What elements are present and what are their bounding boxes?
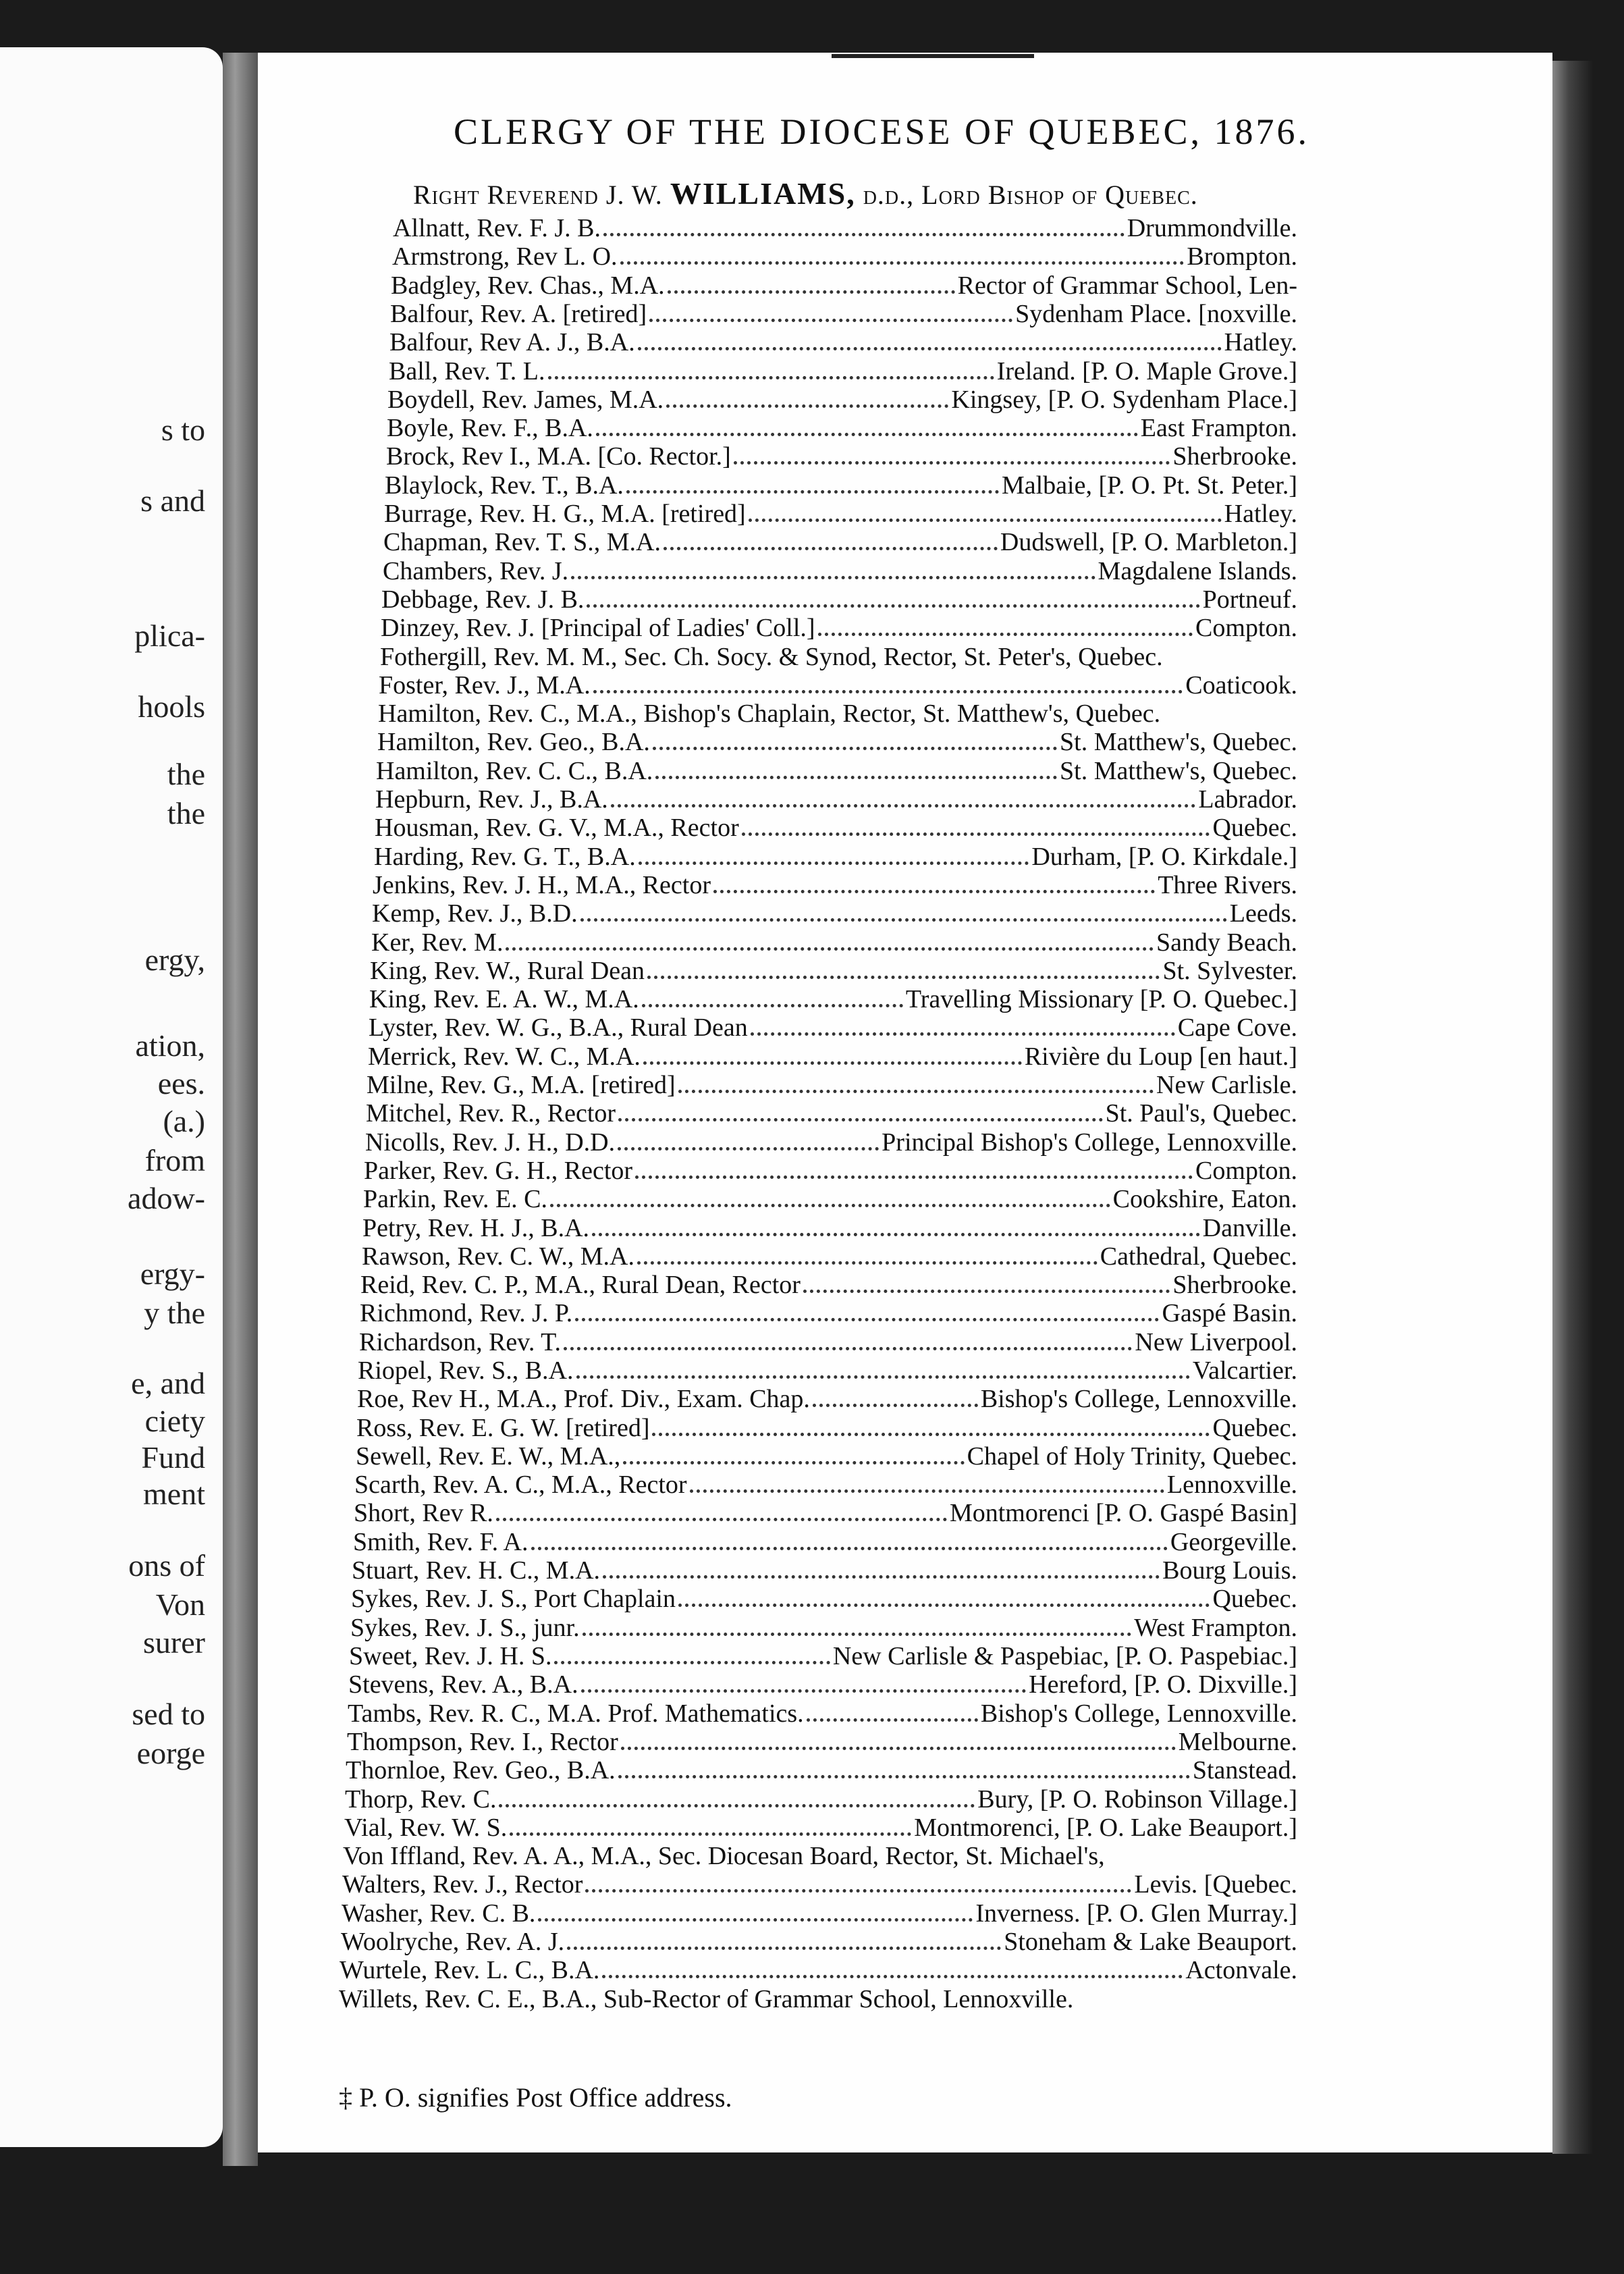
dot-leader	[618, 1147, 879, 1151]
dot-leader	[585, 1889, 1131, 1893]
dot-leader	[638, 347, 1222, 350]
clergy-place: Cathedral, Quebec.	[1100, 1242, 1297, 1271]
clergy-place: Levis. [Quebec.	[1134, 1870, 1297, 1899]
dot-leader	[554, 1661, 830, 1664]
dot-leader	[666, 404, 948, 408]
dot-leader	[575, 1318, 1159, 1321]
clergy-entry	[354, 1498, 1297, 1528]
clergy-entry	[369, 1013, 1297, 1042]
clergy-place: Dudswell, [P. O. Marbleton.]	[1000, 528, 1297, 556]
dot-leader	[618, 1775, 1190, 1778]
clergy-entry	[344, 1813, 1297, 1843]
clergy-entry	[368, 1042, 1297, 1072]
dot-leader	[531, 1547, 1168, 1550]
clergy-name: Richardson, Rev. T.	[359, 1328, 562, 1356]
dot-leader	[643, 1061, 1022, 1065]
clergy-place: New Liverpool.	[1135, 1328, 1297, 1356]
clergy-place: West Frampton.	[1134, 1614, 1297, 1642]
clergy-entry	[376, 756, 1297, 786]
dot-leader	[506, 947, 1154, 951]
clergy-name: Ross, Rev. E. G. W. [retired]	[356, 1414, 650, 1442]
left-page-text: adow-	[128, 1181, 205, 1215]
dot-leader	[642, 1004, 903, 1007]
left-page-text: Fund	[141, 1440, 205, 1475]
page-edge	[1552, 61, 1593, 2154]
clergy-place: Kingsey, [P. O. Sydenham Place.]	[951, 386, 1297, 414]
clergy-name: Wurtele, Rev. L. C., B.A.	[340, 1956, 600, 1984]
clergy-name: Ker, Rev. M.	[371, 928, 504, 957]
clergy-name: Walters, Rev. J., Rector	[342, 1870, 583, 1899]
clergy-name: Merrick, Rev. W. C., M.A.	[368, 1042, 641, 1071]
clergy-entry	[378, 699, 1160, 729]
dot-leader	[647, 976, 1160, 979]
clergy-entry	[345, 1784, 1297, 1814]
clergy-place: Quebec.	[1212, 1414, 1297, 1442]
clergy-place: Brompton.	[1187, 242, 1297, 271]
clergy-name: Nicolls, Rev. J. H., D.D.	[365, 1128, 616, 1157]
clergy-place: Three Rivers.	[1158, 871, 1297, 899]
clergy-entry	[358, 1356, 1297, 1385]
clergy-place: Hereford, [P. O. Dixville.]	[1029, 1670, 1297, 1699]
clergy-name: Thornloe, Rev. Geo., B.A.	[346, 1756, 616, 1784]
clergy-place: Quebec.	[1212, 814, 1297, 842]
clergy-entry	[354, 1470, 1297, 1500]
clergy-place: Labrador.	[1198, 785, 1297, 814]
clergy-place: Danville.	[1202, 1214, 1297, 1242]
bishop-name: WILLIAMS,	[670, 176, 856, 211]
left-page-text: e, and	[131, 1366, 205, 1400]
clergy-entry	[367, 1070, 1297, 1100]
clergy-entry	[347, 1727, 1297, 1757]
left-page-text: ergy,	[144, 943, 205, 977]
dot-leader	[818, 633, 1193, 636]
clergy-name: Von Iffland, Rev. A. A., M.A., Sec. Diocesan Board, Rector, St. Michael's,	[343, 1842, 1105, 1870]
dot-leader	[564, 1347, 1132, 1350]
clergy-name: Sewell, Rev. E. W., M.A.,	[356, 1442, 621, 1471]
clergy-name: Stevens, Rev. A., B.A.	[348, 1670, 578, 1699]
dot-leader	[499, 1804, 975, 1807]
clergy-name: Foster, Rev. J., M.A.	[379, 671, 591, 699]
clergy-entry	[341, 1927, 1297, 1957]
dot-leader	[576, 1375, 1190, 1379]
clergy-entry	[360, 1270, 1297, 1300]
dot-leader	[713, 890, 1155, 893]
clergy-entry	[343, 1841, 1105, 1871]
dot-leader	[655, 776, 1057, 779]
clergy-place: Hatley.	[1224, 500, 1297, 528]
dot-leader	[639, 862, 1029, 865]
clergy-name: Chapman, Rev. T. S., M.A.	[383, 528, 661, 556]
dot-leader	[678, 1604, 1210, 1607]
clergy-entry	[393, 213, 1297, 243]
clergy-name: Balfour, Rev A. J., B.A.	[389, 328, 635, 356]
left-page-text: the	[167, 796, 205, 830]
clergy-name: Hamilton, Rev. C. C., B.A.	[376, 757, 653, 785]
clergy-entry	[385, 471, 1297, 500]
clergy-place: Compton.	[1195, 1157, 1297, 1185]
clergy-name: Ball, Rev. T. L.	[389, 357, 545, 386]
clergy-name: Sykes, Rev. J. S., junr.	[350, 1614, 580, 1642]
clergy-place: Georgeville.	[1170, 1528, 1297, 1556]
clergy-name: Armstrong, Rev L. O.	[392, 242, 618, 271]
clergy-entry	[349, 1641, 1297, 1671]
dot-leader	[678, 1090, 1154, 1093]
dot-leader	[567, 1947, 1001, 1950]
clergy-name: Dinzey, Rev. J. [Principal of Ladies' Coll.]	[381, 614, 815, 642]
dot-leader	[580, 918, 1227, 922]
clergy-place: Stanstead.	[1192, 1756, 1297, 1784]
left-page-text: plica-	[134, 618, 205, 653]
clergy-name: Reid, Rev. C. P., M.A., Rural Dean, Rector	[360, 1271, 801, 1299]
clergy-place: East Frampton.	[1140, 414, 1297, 442]
clergy-entry	[360, 1298, 1297, 1328]
clergy-entry	[357, 1384, 1297, 1414]
dot-leader	[550, 1204, 1110, 1207]
clergy-name: Badgley, Rev. Chas., M.A.	[391, 271, 665, 300]
clergy-place: St. Matthew's, Quebec.	[1060, 757, 1297, 785]
clergy-name: Smith, Rev. F. A.	[353, 1528, 529, 1556]
left-page-text: (a.)	[163, 1104, 205, 1138]
dot-leader	[618, 1118, 1102, 1121]
dot-leader	[602, 1975, 1183, 1978]
clergy-place: Bishop's College, Lennoxville.	[980, 1385, 1297, 1413]
dot-leader	[587, 604, 1199, 608]
clergy-name: Sykes, Rev. J. S., Port Chaplain	[351, 1585, 676, 1613]
dot-leader	[603, 233, 1125, 236]
dot-leader	[734, 461, 1170, 465]
clergy-name: Lyster, Rev. W. G., B.A., Rural Dean	[369, 1013, 748, 1042]
clergy-entry	[375, 785, 1297, 814]
dot-leader	[690, 1489, 1164, 1493]
clergy-place: Lennoxville.	[1166, 1471, 1297, 1499]
dot-leader	[751, 1032, 1175, 1036]
dot-leader	[548, 376, 994, 379]
clergy-entry	[352, 1556, 1297, 1585]
dot-leader	[496, 1518, 947, 1521]
page-title: CLERGY OF THE DIOCESE OF QUEBEC, 1876.	[454, 111, 1310, 152]
clergy-place: Rector of Grammar School, Len-	[957, 271, 1297, 300]
dot-leader	[653, 747, 1057, 750]
clergy-place: Durham, [P. O. Kirkdale.]	[1031, 843, 1297, 871]
clergy-name: Stuart, Rev. H. C., M.A.	[352, 1556, 601, 1585]
left-page-text: ation,	[135, 1028, 205, 1063]
clergy-place: Ireland. [P. O. Maple Grove.]	[996, 357, 1297, 386]
clergy-name: Woolryche, Rev. A. J.	[341, 1928, 565, 1956]
dot-leader	[626, 490, 999, 494]
document-page	[258, 53, 1552, 2152]
dot-leader	[664, 547, 998, 550]
clergy-place: Actonvale.	[1185, 1956, 1297, 1984]
dot-leader	[592, 1233, 1200, 1236]
dot-leader	[742, 832, 1210, 836]
clergy-entry	[383, 556, 1297, 586]
clergy-place: St. Matthew's, Quebec.	[1060, 728, 1297, 756]
clergy-name: Kemp, Rev. J., B.D.	[372, 899, 578, 928]
left-page-fragment	[0, 47, 223, 2147]
clergy-entry	[364, 1156, 1297, 1186]
clergy-entry	[366, 1099, 1297, 1128]
clergy-place: St. Paul's, Quebec.	[1105, 1099, 1297, 1128]
clergy-name: Willets, Rev. C. E., B.A., Sub-Rector of Grammar School, Lennoxville.	[339, 1985, 1074, 2013]
left-page-text: ergy-	[140, 1257, 205, 1291]
clergy-entry	[375, 813, 1297, 843]
dot-leader	[571, 576, 1095, 579]
clergy-name: Harding, Rev. G. T., B.A.	[374, 843, 636, 871]
bishop-line	[413, 176, 1198, 211]
clergy-name: Hamilton, Rev. C., M.A., Bishop's Chaplain, Rector, St. Matthew's, Quebec.	[378, 699, 1161, 728]
left-page-text: the	[167, 757, 205, 791]
footnote: ‡ P. O. signifies Post Office address.	[339, 2082, 732, 2113]
clergy-name: King, Rev. W., Rural Dean	[370, 957, 645, 985]
clergy-entry	[377, 727, 1297, 757]
clergy-place: Sandy Beach.	[1156, 928, 1297, 957]
clergy-name: Allnatt, Rev. F. J. B.	[393, 214, 601, 242]
clergy-place: Principal Bishop's College, Lennoxville.	[882, 1128, 1297, 1157]
clergy-name: Mitchel, Rev. R., Rector	[366, 1099, 616, 1128]
clergy-name: Parker, Rev. G. H., Rector	[364, 1157, 633, 1185]
dot-leader	[603, 1575, 1160, 1579]
clergy-place: Compton.	[1195, 614, 1297, 642]
clergy-place: Coaticook.	[1185, 671, 1297, 699]
clergy-entry	[386, 442, 1297, 471]
clergy-entry	[384, 499, 1297, 529]
clergy-entry	[383, 527, 1297, 557]
clergy-name: Short, Rev R.	[354, 1499, 493, 1527]
clergy-entry	[339, 1984, 1073, 2014]
clergy-name: King, Rev. E. A. W., M.A.	[369, 985, 639, 1013]
clergy-name: Thompson, Rev. I., Rector	[347, 1728, 618, 1756]
clergy-place: St. Sylvester.	[1162, 957, 1297, 985]
clergy-name: Parkin, Rev. E. C.	[363, 1185, 548, 1213]
clergy-entry	[381, 613, 1297, 643]
clergy-name: Vial, Rev. W. S.	[344, 1814, 508, 1842]
clergy-place: Gaspé Basin.	[1162, 1299, 1297, 1327]
clergy-place: Valcartier.	[1192, 1356, 1297, 1385]
dot-leader	[803, 1290, 1170, 1293]
clergy-entry	[365, 1128, 1297, 1157]
left-page-text: ons of	[128, 1548, 205, 1583]
dot-leader	[581, 1689, 1027, 1693]
left-page-text: sed to	[132, 1697, 205, 1731]
left-page-text: ees.	[157, 1066, 205, 1101]
clergy-place: Sherbrooke.	[1172, 1271, 1297, 1299]
clergy-name: Sweet, Rev. J. H. S.	[349, 1642, 552, 1670]
dot-leader	[593, 690, 1183, 693]
clergy-entry	[350, 1613, 1297, 1643]
clergy-place: Rivière du Loup [en haut.]	[1024, 1042, 1297, 1071]
clergy-entry	[348, 1699, 1297, 1728]
clergy-name: Roe, Rev H., M.A., Prof. Div., Exam. Chap.	[357, 1385, 810, 1413]
clergy-entry	[369, 984, 1297, 1014]
clergy-entry	[387, 385, 1297, 415]
clergy-place: Chapel of Holy Trinity, Quebec.	[967, 1442, 1297, 1471]
clergy-name: Petry, Rev. H. J., B.A.	[362, 1214, 590, 1242]
clergy-entry	[373, 870, 1297, 900]
clergy-entry	[362, 1242, 1297, 1271]
clergy-place: New Carlisle.	[1156, 1071, 1297, 1099]
dot-leader	[749, 519, 1222, 522]
clergy-place: Magdalene Islands.	[1098, 557, 1297, 585]
clergy-name: Burrage, Rev. H. G., M.A. [retired]	[384, 500, 746, 528]
dot-leader	[668, 290, 955, 294]
dot-leader	[583, 1633, 1132, 1636]
clergy-place: Stoneham & Lake Beauport.	[1004, 1928, 1297, 1956]
clergy-name: Washer, Rev. C. B.	[342, 1899, 536, 1928]
dot-leader	[611, 804, 1196, 808]
dot-leader	[635, 1175, 1193, 1179]
clergy-entry	[381, 585, 1297, 614]
clergy-name: Boyle, Rev. F., B.A.	[387, 414, 593, 442]
clergy-name: Hamilton, Rev. Geo., B.A.	[377, 728, 650, 756]
clergy-name: Hepburn, Rev. J., B.A.	[375, 785, 608, 814]
clergy-name: Thorp, Rev. C.	[345, 1785, 497, 1814]
dot-leader	[813, 1404, 978, 1407]
clergy-place: Portneuf.	[1202, 585, 1297, 614]
clergy-entry	[387, 413, 1297, 443]
left-page-text: eorge	[136, 1736, 205, 1770]
clergy-place: Quebec.	[1212, 1585, 1297, 1613]
left-page-text: y the	[144, 1296, 205, 1330]
clergy-name: Brock, Rev I., M.A. [Co. Rector.]	[386, 442, 731, 471]
dot-leader	[621, 1747, 1176, 1750]
clergy-name: Housman, Rev. G. V., M.A., Rector	[375, 814, 739, 842]
clergy-entry	[353, 1527, 1297, 1557]
clergy-name: Balfour, Rev. A. [retired]	[390, 300, 647, 328]
clergy-entry	[359, 1327, 1297, 1357]
title-rule	[832, 54, 1034, 58]
clergy-entry	[389, 327, 1297, 357]
clergy-entry	[340, 1955, 1297, 1985]
clergy-place: Leeds.	[1229, 899, 1297, 928]
clergy-entry	[371, 928, 1297, 957]
clergy-entry	[392, 242, 1297, 271]
clergy-name: Tambs, Rev. R. C., M.A. Prof. Mathematics.	[348, 1699, 804, 1728]
clergy-entry	[342, 1870, 1297, 1899]
clergy-name: Debbage, Rev. J. B.	[381, 585, 585, 614]
clergy-place: Melbourne.	[1178, 1728, 1297, 1756]
clergy-entry	[380, 642, 1163, 672]
left-page-text: surer	[143, 1625, 205, 1660]
clergy-entry	[346, 1755, 1297, 1785]
clergy-place: Sydenham Place. [noxville.	[1015, 300, 1297, 328]
clergy-entry	[370, 956, 1297, 986]
clergy-entry	[390, 299, 1297, 329]
bishop-suffix: d.d., Lord Bishop of Quebec.	[863, 180, 1198, 210]
clergy-name: Scarth, Rev. A. C., M.A., Rector	[354, 1471, 687, 1499]
left-page-text: ciety	[144, 1404, 205, 1438]
left-page-text: hools	[138, 689, 205, 724]
book-gutter	[223, 53, 258, 2166]
clergy-place: Cookshire, Eaton.	[1112, 1185, 1297, 1213]
dot-leader	[620, 261, 1185, 265]
clergy-place: Bourg Louis.	[1162, 1556, 1297, 1585]
clergy-name: Blaylock, Rev. T., B.A.	[385, 471, 624, 500]
clergy-place: Malbaie, [P. O. Pt. St. Peter.]	[1001, 471, 1297, 500]
clergy-entry	[391, 271, 1297, 300]
clergy-place: Hatley.	[1224, 328, 1297, 356]
clergy-place: New Carlisle & Paspebiac, [P. O. Paspebiac.]	[832, 1642, 1297, 1670]
clergy-name: Rawson, Rev. C. W., M.A.	[362, 1242, 634, 1271]
clergy-entry	[372, 899, 1297, 928]
left-page-text: Von	[155, 1587, 205, 1622]
dot-leader	[538, 1918, 973, 1922]
clergy-place: Bishop's College, Lennoxville.	[980, 1699, 1297, 1728]
clergy-name: Fothergill, Rev. M. M., Sec. Ch. Socy. & Synod, Rector, St. Peter's, Quebec.	[380, 643, 1163, 671]
clergy-place: Sherbrooke.	[1172, 442, 1297, 471]
clergy-name: Richmond, Rev. J. P.	[360, 1299, 573, 1327]
left-page-text: s and	[140, 483, 205, 518]
clergy-entry	[374, 842, 1297, 872]
clergy-name: Chambers, Rev. J.	[383, 557, 569, 585]
clergy-entry	[379, 670, 1297, 700]
clergy-entry	[351, 1584, 1297, 1614]
clergy-name: Boydell, Rev. James, M.A.	[387, 386, 664, 414]
clergy-name: Milne, Rev. G., M.A. [retired]	[367, 1071, 676, 1099]
dot-leader	[652, 1433, 1210, 1436]
clergy-place: Inverness. [P. O. Glen Murray.]	[975, 1899, 1297, 1928]
clergy-entry	[363, 1184, 1297, 1214]
dot-leader	[807, 1718, 978, 1722]
clergy-entry	[356, 1442, 1297, 1471]
clergy-place: Montmorenci [P. O. Gaspé Basin]	[949, 1499, 1297, 1527]
clergy-place: Cape Cove.	[1177, 1013, 1297, 1042]
clergy-entry	[356, 1413, 1297, 1443]
bishop-prefix: Right Reverend J. W.	[413, 180, 663, 210]
dot-leader	[649, 319, 1012, 322]
clergy-entry	[342, 1899, 1297, 1928]
left-page-text: s to	[161, 413, 205, 447]
clergy-place: Bury, [P. O. Robinson Village.]	[977, 1785, 1297, 1814]
dot-leader	[623, 1461, 964, 1464]
clergy-name: Riopel, Rev. S., B.A.	[358, 1356, 574, 1385]
clergy-entry	[348, 1670, 1297, 1699]
clergy-entry	[389, 356, 1297, 386]
clergy-place: Travelling Missionary [P. O. Quebec.]	[905, 985, 1297, 1013]
clergy-name: Jenkins, Rev. J. H., M.A., Rector	[373, 871, 711, 899]
clergy-place: Drummondville.	[1127, 214, 1297, 242]
dot-leader	[637, 1261, 1098, 1265]
left-page-text: from	[144, 1143, 205, 1178]
clergy-place: Montmorenci, [P. O. Lake Beauport.]	[914, 1814, 1297, 1842]
dot-leader	[596, 433, 1138, 436]
left-page-text: ment	[143, 1477, 205, 1511]
dot-leader	[510, 1832, 911, 1836]
clergy-entry	[362, 1213, 1297, 1243]
